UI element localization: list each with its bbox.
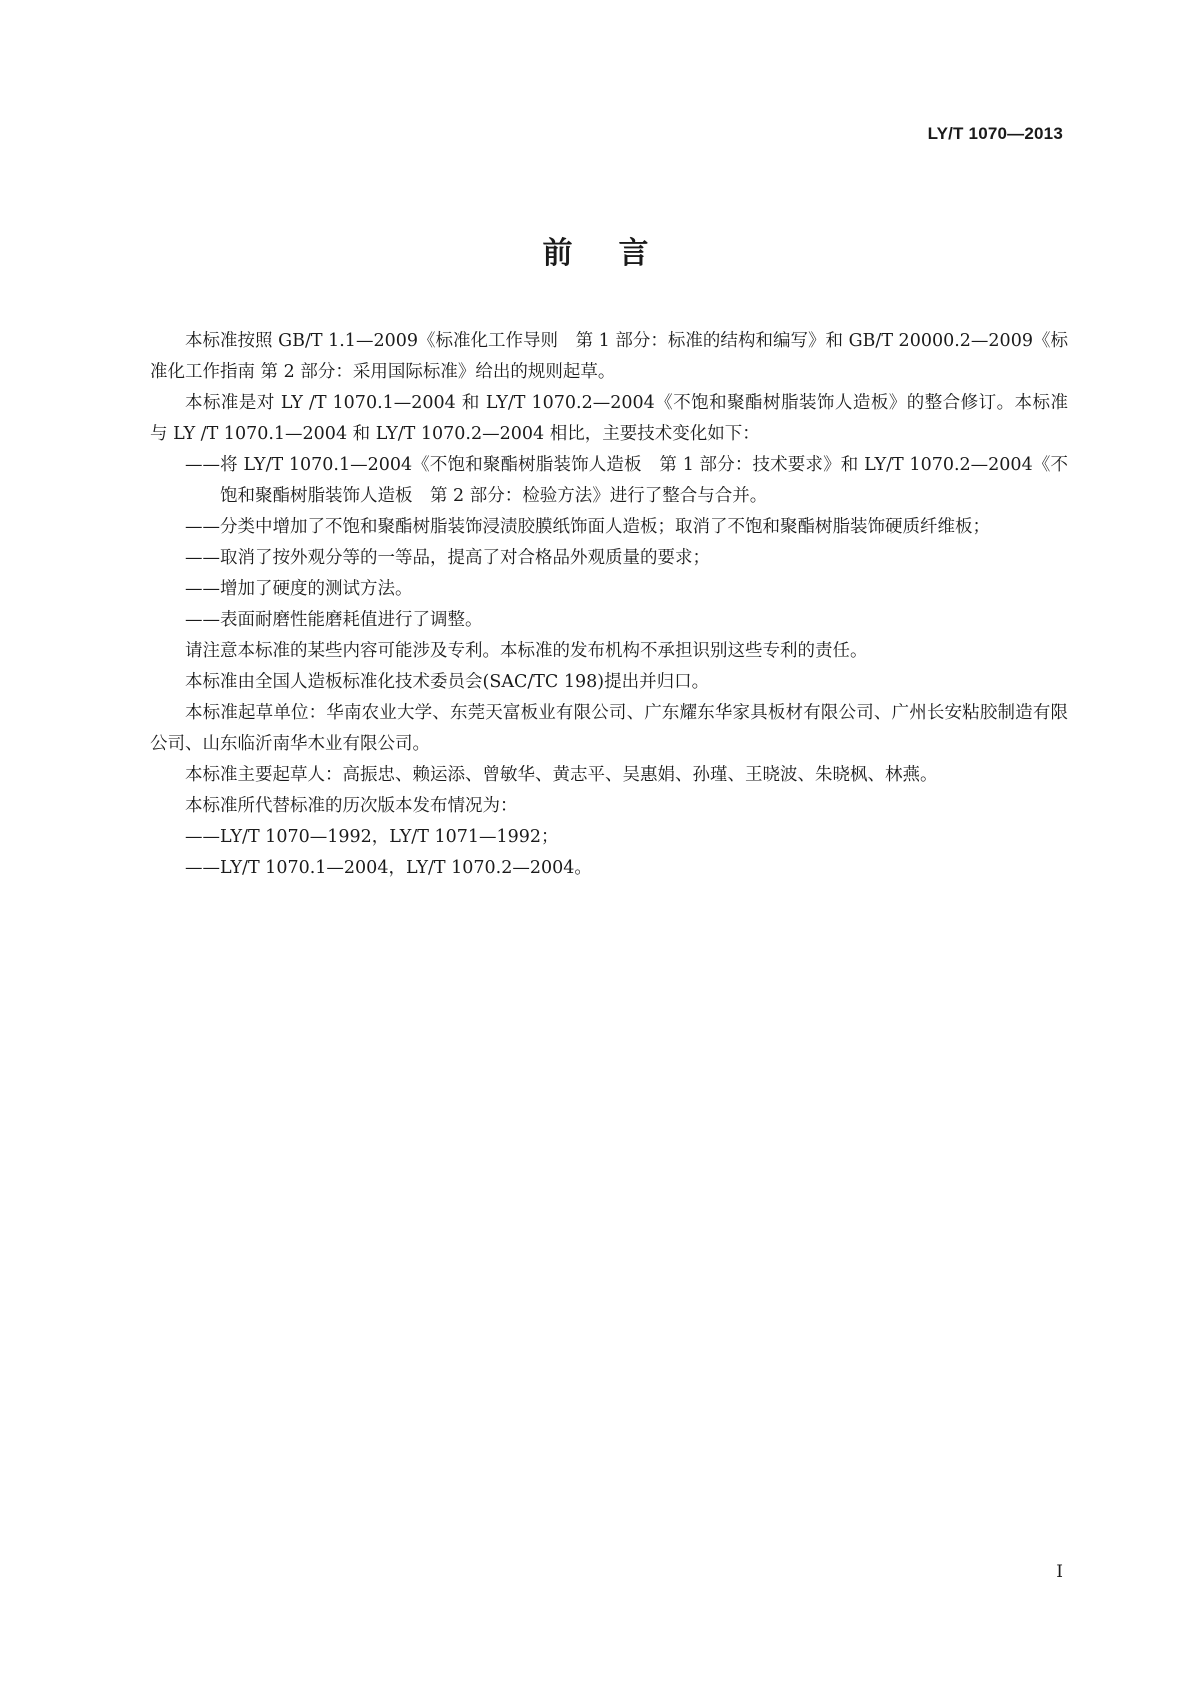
paragraph-drafting-rules: 本标准按照 GB/T 1.1—2009《标准化工作导则 第 1 部分：标准的结构和编写》和 GB/T 20000.2—2009《标准化工作指南 第 2 部分：采用国际标准》给出的规则起草。	[150, 331, 1068, 382]
paragraph-proposer: 本标准由全国人造板标准化技术委员会(SAC/TC 198)提出并归口。	[185, 672, 710, 692]
change-item-merge: ——将 LY/T 1070.1—2004《不饱和聚酯树脂装饰人造板 第 1 部分：技术要求》和 LY/T 1070.2—2004《不饱和聚酯树脂装饰人造板 第 2 部分：检验方法》进行了整合与合并。	[185, 455, 1068, 506]
paragraph-drafters: 本标准主要起草人：高振忠、赖运添、曾敏华、黄志平、吴惠娟、孙瑾、王晓波、朱晓枫、林燕。	[185, 765, 938, 785]
paragraph-patent-notice: 请注意本标准的某些内容可能涉及专利。本标准的发布机构不承担识别这些专利的责任。	[185, 641, 868, 661]
change-item-classification: ——分类中增加了不饱和聚酯树脂装饰浸渍胶膜纸饰面人造板；取消了不饱和聚酯树脂装饰硬质纤维板；	[185, 517, 990, 537]
paragraph-history-intro: 本标准所代替标准的历次版本发布情况为：	[185, 796, 518, 816]
page-number: I	[1056, 1562, 1063, 1582]
change-item-grade: ——取消了按外观分等的一等品，提高了对合格品外观质量的要求；	[185, 548, 710, 568]
paragraph-drafting-units: 本标准起草单位：华南农业大学、东莞天富板业有限公司、广东耀东华家具板材有限公司、广州长安粘胶制造有限公司、山东临沂南华木业有限公司。	[150, 703, 1068, 754]
change-item-abrasion: ——表面耐磨性能磨耗值进行了调整。	[185, 610, 483, 630]
history-item-1992: ——LY/T 1070—1992，LY/T 1071—1992；	[185, 827, 559, 847]
foreword-body	[150, 326, 1068, 884]
change-item-hardness: ——增加了硬度的测试方法。	[185, 579, 413, 599]
paragraph-revision-summary: 本标准是对 LY /T 1070.1—2004 和 LY/T 1070.2—2004《不饱和聚酯树脂装饰人造板》的整合修订。本标准与 LY /T 1070.1—2004 和 LY/T 1070.2—2004 相比，主要技术变化如下：	[150, 393, 1068, 444]
history-item-2004: ——LY/T 1070.1—2004，LY/T 1070.2—2004。	[185, 858, 592, 878]
page-title: 前言	[542, 236, 695, 271]
standard-code: LY/T 1070—2013	[927, 124, 1063, 143]
